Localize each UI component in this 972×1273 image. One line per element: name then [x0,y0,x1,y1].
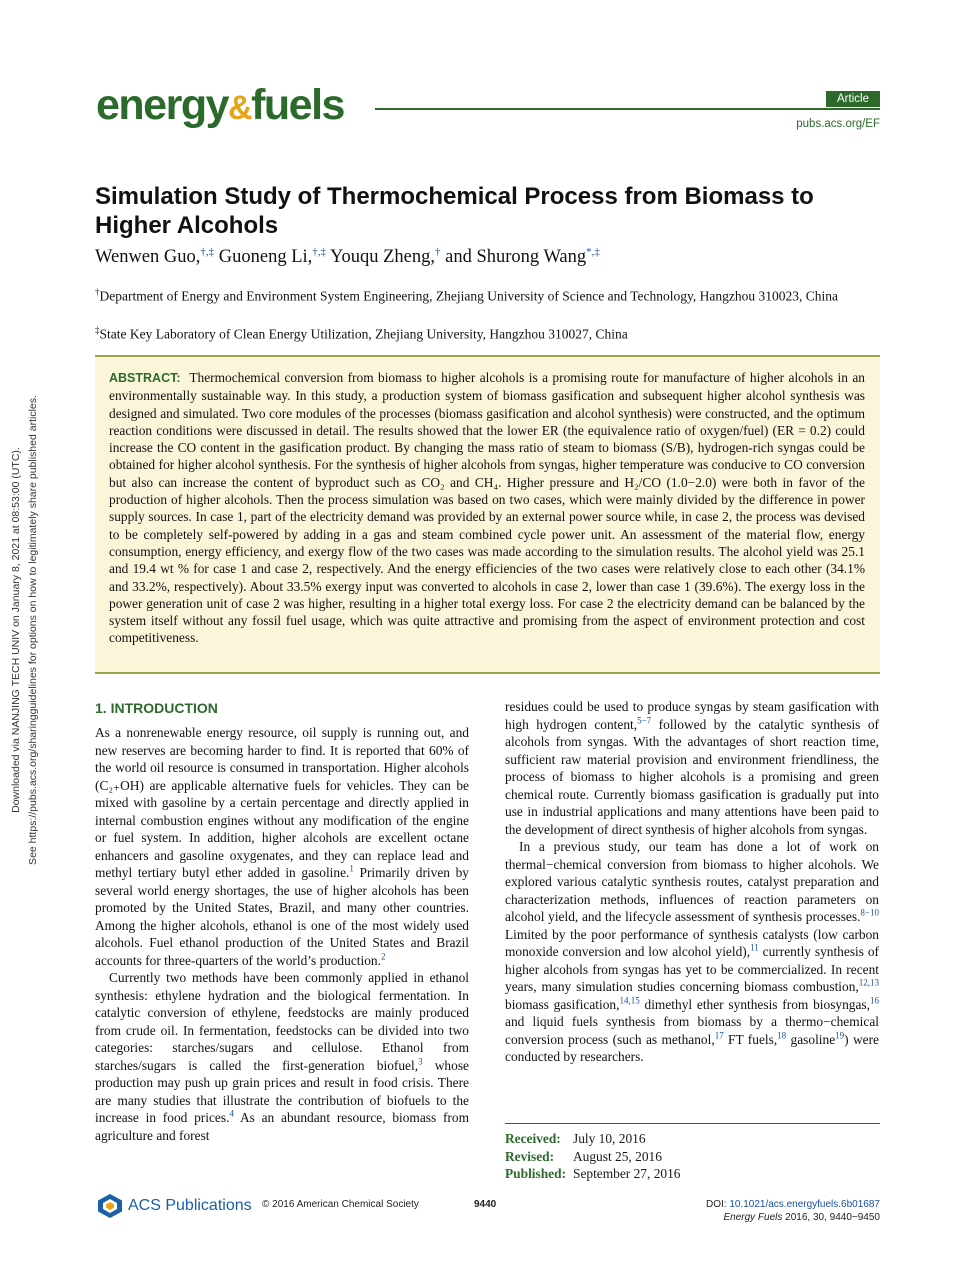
author-name[interactable]: Youqu Zheng, [329,247,435,268]
citation-link[interactable]: 17 [714,1030,724,1041]
copyright: © 2016 American Chemical Society [262,1199,419,1210]
citation-link[interactable]: 5−7 [637,715,652,726]
doi-link[interactable]: 10.1021/acs.energyfuels.6b01687 [729,1199,880,1210]
affiliation-mark[interactable]: *,‡ [586,246,600,258]
page-number: 9440 [474,1199,497,1210]
acs-publications-logo[interactable]: ACS Publications [96,1193,252,1219]
article-title: Simulation Study of Thermochemical Process from Biomass to Higher Alcohols [95,183,814,239]
affiliation-mark[interactable]: †,‡ [200,246,215,258]
doi: DOI: 10.1021/acs.energyfuels.6b01687 [705,1199,880,1210]
paragraph: residues could be used to produce syngas by steam gasification with high hydrogen content,$^{5-7}$ followed by the catalytic synthesis of alcohols from syngas. With the advantages of short reaction time, sufficient raw material provision and environment friendliness, the process of biomass to higher alcohols is a promising and green chemical route. Currently biomass gasification is gradually put into use in industrial applications and many attentions have been paid to the development of direct synthesis of higher alcohols from syngas. [505,699,880,837]
download-note [8,370,42,890]
author-list [95,246,895,268]
citation-link[interactable]: 14,15 [619,995,640,1006]
section-heading-introduction: 1. INTRODUCTION [95,700,218,716]
citation-link[interactable]: 3 [418,1056,423,1067]
author-name[interactable]: Wenwen Guo, [95,247,201,268]
affiliation-2: ‡State Key Laboratory of Clean Energy Utilization, Zhejiang University, Hangzhou 310027, China [95,325,628,342]
citation: Energy Fuels 2016, 30, 9440−9450 [723,1212,880,1223]
citation-link[interactable]: 12,13 [858,977,879,988]
abstract-label: ABSTRACT: [109,371,181,385]
article-dates [505,1123,880,1183]
paragraph: As a nonrenewable energy resource, oil supply is running out, and new reserves are becoming harder to find. It is reported that 60% of the world oil resource is consumed in transportation. Higher alcohols (C₂₊OH) are applicable alternative fuels for vehicles. They can be mixed with gasoline by a certain percentage and directly applied in internal combustion engines without any modification of the engine or fuel system. In addition, higher alcohols are excellent octane enhancers and gasoline oxygenates, and they can replace lead and methyl tertiary butyl ether added in gasoline.$^1$ Primarily driven by several world energy shortages, the use of higher alcohols has been promoted by the United States, Brazil, and many other countries. Among the higher alcohols, ethanol is one of the most widely used alcohols. Fuel ethanol production of the United States and Brazil accounts for three-quarters of the world’s production.$^2$ [95,725,469,968]
download-note-line1: Downloaded via NANJING TECH UNIV on January 8, 2021 at 08:53:00 (UTC). [10,447,22,813]
citation-link[interactable]: 2 [380,951,386,962]
citation-link[interactable]: 11 [750,942,759,953]
citation-link[interactable]: 1 [349,863,354,874]
abstract-text: ABSTRACT: Thermochemical conversion from biomass to higher alcohols is a promising route for manufacture of higher alcohols in an environmentally sustainable way. In this study, a production system of biomass gasification and subsequent higher alcohol synthesis was designed and simulated. Two core modules of the processes (biomass gasification and alcohol synthesis) were constructed, and the optimum reaction conditions were discussed in detail. The results showed that the lower ER (the equivalence ratio of oxygen/fuel) (ER = 0.2) could increase the CO content in the gasification product. By changing the mass ratio of steam to biomass (S/B), hydrogen-rich syngas could be obtained for higher alcohol synthesis. For the synthesis of higher alcohols from syngas, higher temperature was conducive to CO conversion but also can increase the content of byproduct such as CO₂ and CH₄. Higher pressure and H₂/CO (1.0−2.0) were both in favor of the production of higher alcohols. Then the process simulation was based on two cases, which were mainly divided by the difference in power supply sources. In case 1, part of the electricity demand was provided by an external power source while, in case 2, the process was devised to be completely self-powered by adding in a gas and steam combined cycle power unit. An assessment of the material flow, energy consumption, energy efficiency, and exergy flow of the two cases was made according to the simulation results. The alcohol yield was 25.1 and 19.4 wt % for case 1 and case 2, respectively. And the energy efficiencies of the two cases were relatively close to each other (34.1% and 33.2%, respectively). About 33.5% exergy input was converted to alcohols in case 2, lower than case 1 (39.6%). The exergy loss in the power generation unit of case 2 was higher, resulting in a higher total exergy loss. For case 2 the electricity demand can be balanced by the system itself without any fossil fuel usage, which was quite attractive and promising from the aspect of environment protection and cost competitiveness. [109,370,865,646]
citation-link[interactable]: 18 [777,1030,787,1041]
journal-logo: energy&fuels [96,81,344,129]
right-column [505,698,879,1066]
header-rule [375,108,880,110]
author-name[interactable]: and Shurong Wang [445,247,587,268]
author-name[interactable]: Guoneng Li, [218,247,313,268]
left-column [95,724,469,1144]
published-date: Published: September 27, 2016 [505,1166,681,1181]
citation-link[interactable]: 4 [229,1108,234,1119]
affiliation-1: †Department of Energy and Environment System Engineering, Zhejiang University of Science and Technology, Hangzhou 310023, China [95,287,839,304]
download-note-line2[interactable]: See https://pubs.acs.org/sharingguidelines for options on how to legitimately share published articles. [27,395,39,865]
citation-link[interactable]: 19 [835,1030,845,1041]
received-date: Received: July 10, 2016 [505,1131,646,1146]
journal-url-link[interactable]: pubs.acs.org/EF [796,118,880,130]
affiliation-mark[interactable]: † [435,246,441,258]
acs-hexagon-icon [96,1193,124,1219]
affiliation-mark[interactable]: †,‡ [312,246,327,258]
revised-date: Revised: August 25, 2016 [505,1148,662,1164]
article-type-badge: Article [826,91,880,107]
abstract-box [95,355,880,674]
citation-link[interactable]: 16 [870,995,879,1006]
paragraph: Currently two methods have been commonly applied in ethanol synthesis: ethylene hydration and the biological fermentation. In catalytic conversion of ethylene, feedstocks are mainly produced from crude oil. In fermentation, feedstocks can be divided into two categories: starches/sugars and cellulose. Ethanol from starches/sugars is called the first-generation biofuel,$^3$ whose production may push up grain prices and result in food crisis. There are many studies that illustrate the contribution of biofuels to the increase in food prices.$^4$ As an abundant resource, biomass from agriculture and forest [95,970,469,1143]
citation-link[interactable]: 8−10 [860,907,879,918]
paragraph: In a previous study, our team has done a lot of work on thermal−chemical conversion from biomass to higher alcohols. We explored various catalytic synthesis routes, catalyst preparation and characterization methods, influences of reaction parameters on alcohol yield, and the lifecycle assessment of synthesis processes.$^{8-10}$ Limited by the poor performance of synthesis catalysts (low carbon monoxide conversion and low alcohol yield),$^{11}$ currently synthesis of higher alcohols from syngas has yet to be commercialized. In recent years, many simulation studies concerning biomass combustion,$^{12,13}$ biomass gasification,$^{14,15}$ dimethyl ether synthesis from biosyngas,$^{16}$ and liquid fuels synthesis from biomass by a thermo−chemical conversion process (such as methanol,$^{17}$ FT fuels,$^{18}$ gasoline$^{19}$) were conducted by researchers. [505,839,879,1064]
